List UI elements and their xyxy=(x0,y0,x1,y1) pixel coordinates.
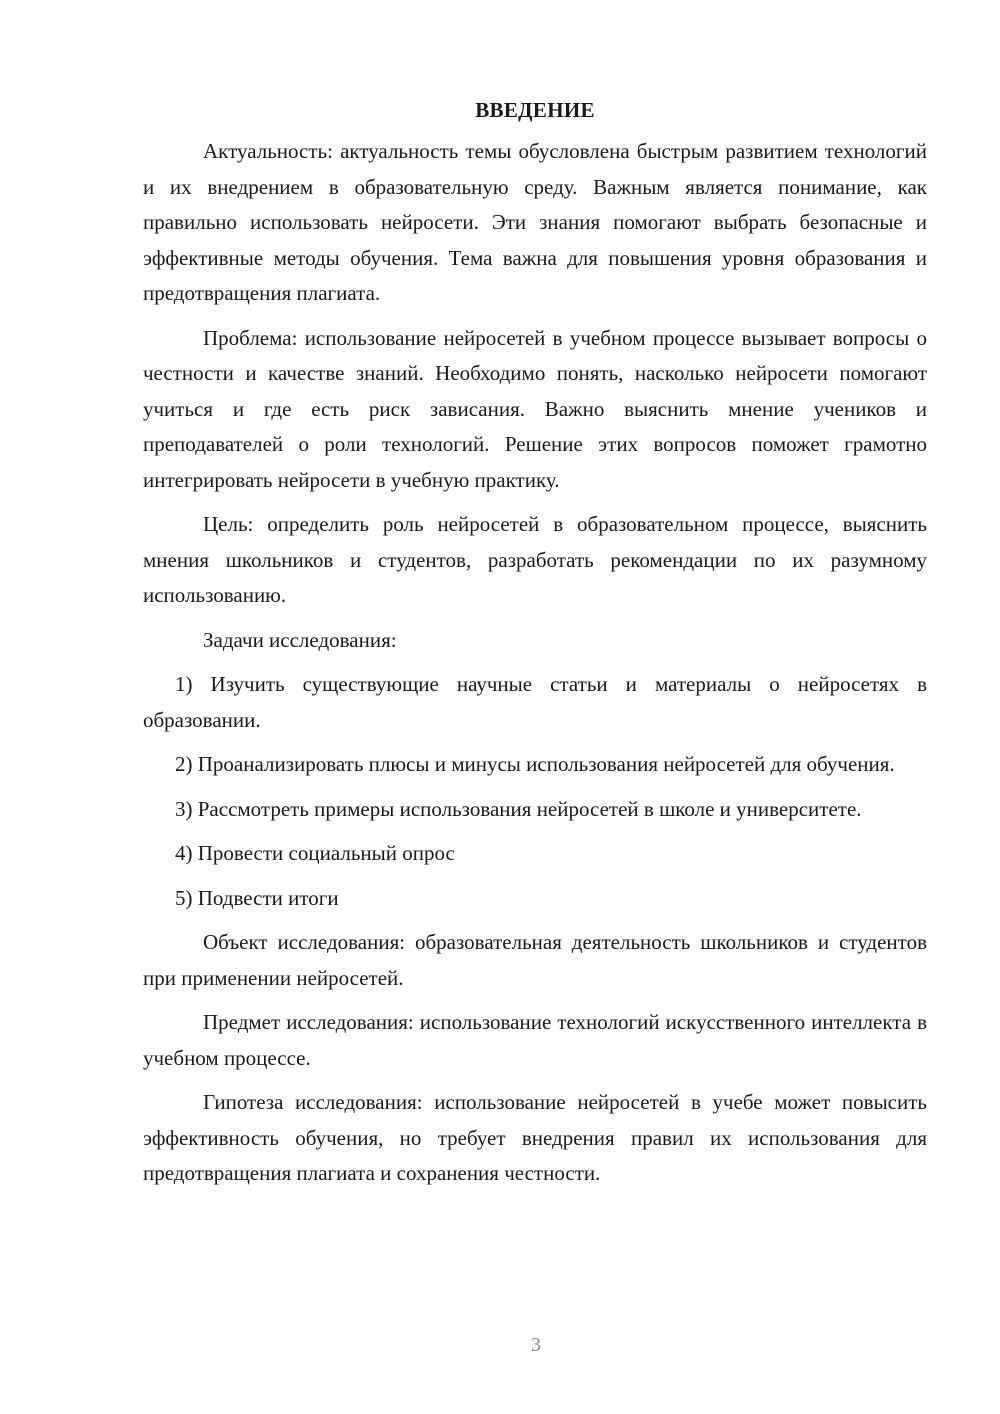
section-heading: ВВЕДЕНИЕ xyxy=(475,98,595,122)
paragraph-tasks-title: Задачи исследования: xyxy=(203,627,397,652)
page-content xyxy=(143,96,927,1192)
task-item-4: 4) Провести социальный опрос xyxy=(175,841,455,865)
paragraph-object: Объект исследования: образовательная деятельность школьников и студентов при применении нейросетей. xyxy=(143,930,927,990)
paragraph-hypothesis: Гипотеза исследования: использование нейросетей в учебе может повысить эффективность обучения, но требует внедрения правил их использования для предотвращения плагиата и сохранения честности. xyxy=(143,1090,927,1185)
task-item-2: 2) Проанализировать плюсы и минусы использования нейросетей для обучения. xyxy=(175,752,895,776)
paragraph-relevance: Актуальность: актуальность темы обусловлена быстрым развитием технологий и их внедрением в образовательную среду. Важным является понимание, как правильно использовать нейросети. Эти знания помогают выбрать безопасные и эффективные методы обучения. Тема важна для повышения уровня образования и предотвращения плагиата. xyxy=(143,139,927,305)
task-item-1: 1) Изучить существующие научные статьи и материалы о нейросетях в образовании. xyxy=(143,672,927,732)
task-item-3: 3) Рассмотреть примеры использования нейросетей в школе и университете. xyxy=(175,796,862,821)
task-item-5: 5) Подвести итоги xyxy=(175,885,339,910)
page-number: 3 xyxy=(531,1334,541,1356)
paragraph-subject: Предмет исследования: использование технологий искусственного интеллекта в учебном процессе. xyxy=(143,1010,927,1070)
paragraph-goal: Цель: определить роль нейросетей в образовательном процессе, выяснить мнения школьников и студентов, разработать рекомендации по их разумному использованию. xyxy=(143,512,927,607)
paragraph-problem: Проблема: использование нейросетей в учебном процессе вызывает вопросы о честности и качестве знаний. Необходимо понять, насколько нейросети помогают учиться и где есть риск зависания. Важно выяснить мнение учеников и преподавателей о роли технологий. Решение этих вопросов поможет грамотно интегрировать нейросети в учебную практику. xyxy=(143,325,927,492)
